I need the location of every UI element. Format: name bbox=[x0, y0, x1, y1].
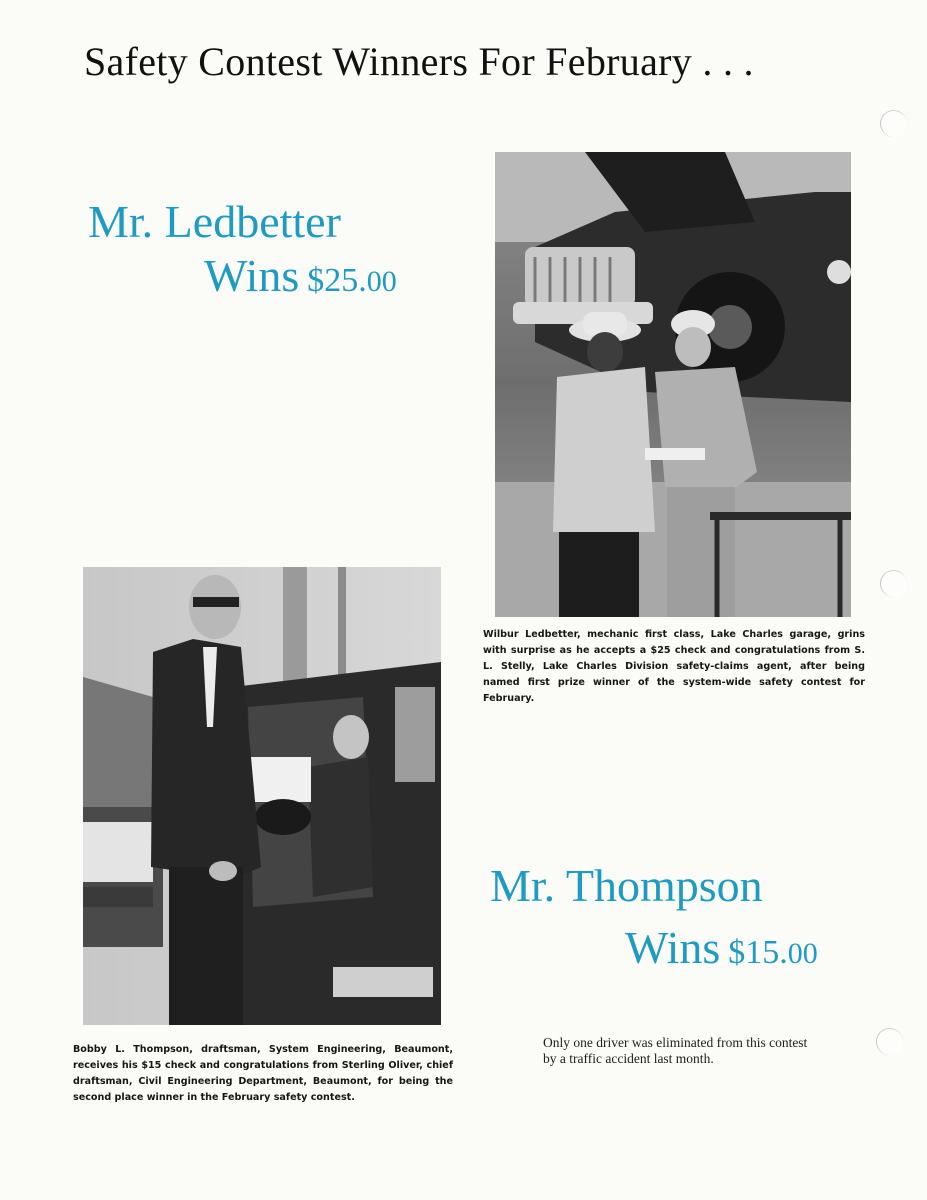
thompson-photo bbox=[83, 567, 441, 1025]
winner1-name-headline: Mr. Ledbetter bbox=[88, 196, 341, 247]
ledbetter-photo-image bbox=[495, 152, 851, 617]
winner1-prize-headline bbox=[204, 250, 397, 302]
punch-hole-middle bbox=[880, 570, 907, 597]
punch-hole-top bbox=[880, 110, 907, 137]
punch-hole-bottom bbox=[876, 1028, 903, 1055]
winner2-prize-headline bbox=[625, 922, 818, 974]
ledbetter-caption: Wilbur Ledbetter, mechanic first class, Lake Charles garage, grins with surprise as he accepts a $25 check and congratulations from S. L. Stelly, Lake Charles Division safety-claims agent, after being named first prize winner of the system-wide safety contest for February. bbox=[483, 629, 865, 704]
winner1-amount bbox=[307, 262, 397, 299]
winner2-wins-label: Wins bbox=[625, 922, 721, 973]
page-title: Safety Contest Winners For February . . . bbox=[84, 39, 754, 84]
accident-note: Only one driver was eliminated from this contest by a traffic accident last month. bbox=[543, 1035, 808, 1066]
winner1-amount-cents: 00 bbox=[366, 265, 397, 298]
thompson-caption: Bobby L. Thompson, draftsman, System Engineering, Beaumont, receives his $15 check and congratulations from Sterling Oliver, chief draftsman, Civil Engineering Department, Beaumont, for being the second place winner in the February safety contest. bbox=[73, 1044, 453, 1103]
winner1-wins-label: Wins bbox=[204, 250, 300, 301]
ledbetter-photo bbox=[495, 152, 851, 617]
winner2-amount-dollars: $15. bbox=[728, 934, 788, 971]
winner1-amount-dollars: $25. bbox=[307, 262, 367, 299]
thompson-photo-image bbox=[83, 567, 441, 1025]
winner2-name-headline: Mr. Thompson bbox=[490, 860, 763, 911]
winner2-amount-cents: 00 bbox=[787, 937, 818, 970]
winner2-amount bbox=[728, 934, 818, 971]
